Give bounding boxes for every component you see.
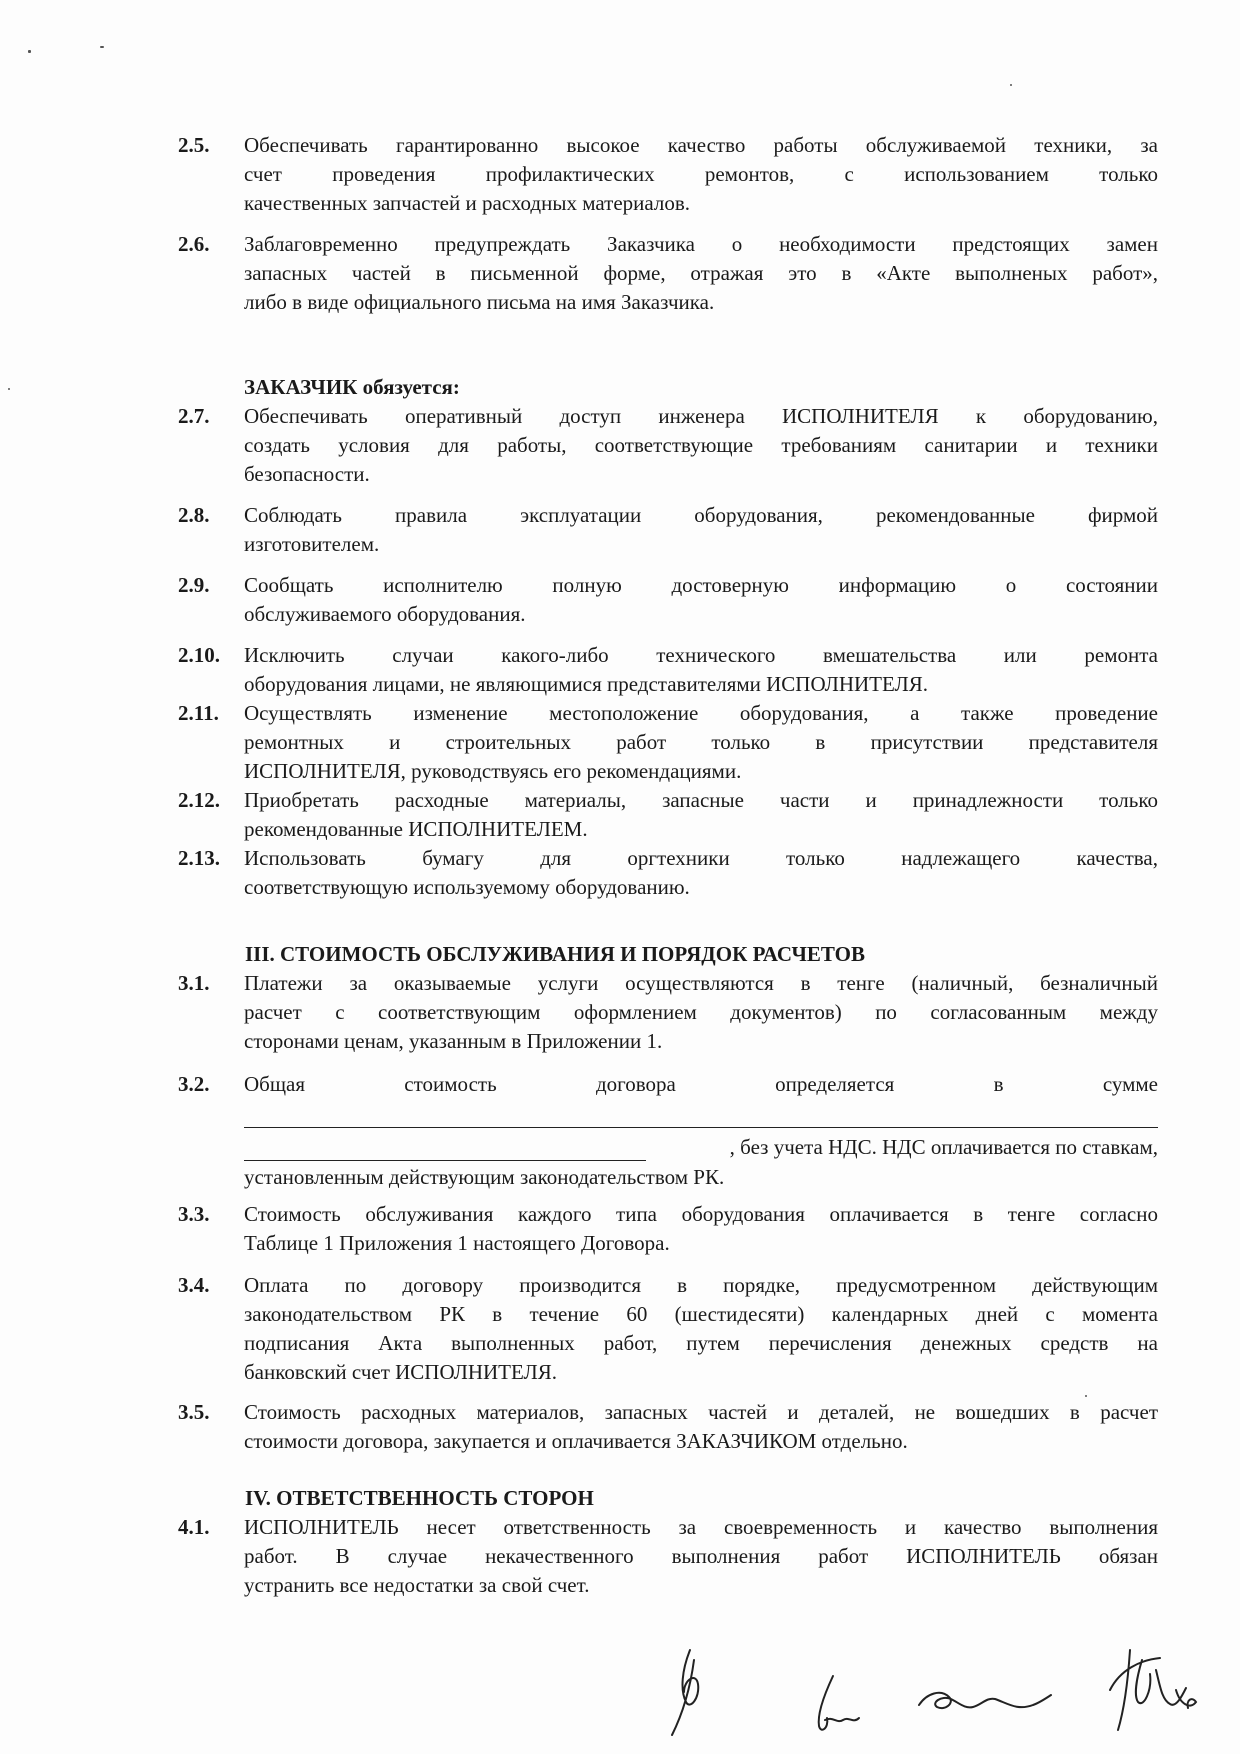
clause-number: 2.12. [178,788,220,812]
scan-speck [100,46,104,48]
clause-3-2-continuation: , без учета НДС. НДС оплачивается по ставкам, [729,1135,1158,1159]
scan-speck [1010,84,1012,86]
clause-line: рекомендованные ИСПОЛНИТЕЛЕМ. [244,817,588,841]
clause-line: Исключить случаи какого-либо технического вмешательства или ремонта [244,643,1158,667]
clause-line: обслуживаемого оборудования. [244,602,526,626]
clause-line: банковский счет ИСПОЛНИТЕЛЯ. [244,1360,558,1384]
clause-text [244,1200,1158,1258]
clause-text [244,969,1158,1056]
signature-initials-3 [915,1675,1055,1725]
clause-line: работ. В случае некачественного выполнения работ ИСПОЛНИТЕЛЬ обязан [244,1544,1158,1568]
clause-text [244,1513,1158,1600]
clause-text [244,571,1158,629]
signature-initials-2 [805,1668,865,1738]
clause-text [244,230,1158,317]
clause-line: соответствующую используемому оборудованию. [244,875,690,899]
clause-line: подписания Акта выполненных работ, путем перечисления денежных средств на [244,1331,1158,1355]
clause-line: Обеспечивать оперативный доступ инженера ИСПОЛНИТЕЛЯ к оборудованию, [244,404,1158,428]
clause-number: 3.5. [178,1400,210,1424]
clause-line: устранить все недостатки за свой счет. [244,1573,590,1597]
clause-text [244,1070,1158,1099]
clause-line: запасных частей в письменной форме, отражая это в «Акте выполненых работ», [244,261,1158,285]
clause-number: 3.1. [178,971,210,995]
clause-line: Таблице 1 Приложения 1 настоящего Договора. [244,1231,670,1255]
clause-line: Общая стоимость договора определяется в сумме [244,1072,1158,1096]
clause-number: 3.3. [178,1202,210,1226]
clause-text [244,501,1158,559]
clause-text [244,699,1158,786]
scan-speck [8,388,10,390]
clause-line: Стоимость расходных материалов, запасных частей и деталей, не вошедших в расчет [244,1400,1158,1424]
clause-line: безопасности. [244,462,370,486]
clause-text [244,641,1158,699]
customer-obligations-heading: ЗАКАЗЧИК обязуется: [244,375,460,399]
clause-number: 2.9. [178,573,210,597]
clause-line: Заблаговременно предупреждать Заказчика о необходимости предстоящих замен [244,232,1158,256]
clause-text [244,131,1158,218]
clause-line: счет проведения профилактических ремонтов, с использованием только [244,162,1158,186]
clause-line: либо в виде официального письма на имя Заказчика. [244,290,715,314]
clause-text [244,1271,1158,1387]
clause-3-2-continuation-line3: установленным действующим законодательством РК. [244,1165,725,1189]
signature-initials-1 [660,1640,720,1740]
clause-line: ИСПОЛНИТЕЛЯ, руководствуясь его рекомендациями. [244,759,742,783]
clause-line: изготовителем. [244,532,380,556]
clause-line: Стоимость обслуживания каждого типа оборудования оплачивается в тенге согласно [244,1202,1158,1226]
clause-line: оборудования лицами, не являющимися представителями ИСПОЛНИТЕЛЯ. [244,672,929,696]
clause-line: ИСПОЛНИТЕЛЬ несет ответственность за своевременность и качество выполнения [244,1515,1158,1539]
clause-line: стоимости договора, закупается и оплачивается ЗАКАЗЧИКОМ отдельно. [244,1429,908,1453]
clause-line: законодательством РК в течение 60 (шестидесяти) календарных дней с момента [244,1302,1158,1326]
clause-line: Платежи за оказываемые услуги осуществляются в тенге (наличный, безналичный [244,971,1158,995]
clause-line: качественных запчастей и расходных материалов. [244,191,691,215]
clause-number: 3.2. [178,1072,210,1096]
clause-line: Приобретать расходные материалы, запасные части и принадлежности только [244,788,1158,812]
clause-number: 2.13. [178,846,220,870]
clause-number: 4.1. [178,1515,210,1539]
amount-blank-line[interactable] [244,1127,1158,1128]
clause-line: Сообщать исполнителю полную достоверную информацию о состоянии [244,573,1158,597]
clause-number: 2.11. [178,701,219,725]
clause-text [244,402,1158,489]
clause-text [244,1398,1158,1456]
clause-line: Оплата по договору производится в порядке, предусмотренном действующим [244,1273,1158,1297]
clause-line: расчет с соответствующим оформлением документов) по согласованным между [244,1000,1158,1024]
clause-line: Осуществлять изменение местоположение оборудования, а также проведение [244,701,1158,725]
clause-line: создать условия для работы, соответствующие требованиям санитарии и техники [244,433,1158,457]
clause-number: 2.8. [178,503,210,527]
clause-text [244,844,1158,902]
clause-number: 3.4. [178,1273,210,1297]
scan-speck [28,50,31,53]
clause-line: Обеспечивать гарантированно высокое качество работы обслуживаемой техники, за [244,133,1158,157]
clause-line: ремонтных и строительных работ только в присутствии представителя [244,730,1158,754]
clause-number: 2.6. [178,232,210,256]
clause-line: Использовать бумагу для оргтехники только надлежащего качества, [244,846,1158,870]
clause-line: Соблюдать правила эксплуатации оборудования, рекомендованные фирмой [244,503,1158,527]
clause-number: 2.7. [178,404,210,428]
clause-number: 2.5. [178,133,210,157]
section-4-heading: IV. ОТВЕТСТВЕННОСТЬ СТОРОН [245,1486,594,1510]
amount-blank-line-2[interactable] [244,1160,646,1161]
clause-line: сторонами ценам, указанным в Приложении 1. [244,1029,663,1053]
scan-speck [1085,1395,1087,1397]
section-3-heading: III. СТОИМОСТЬ ОБСЛУЖИВАНИЯ И ПОРЯДОК РАСЧЕТОВ [245,942,865,966]
clause-number: 2.10. [178,643,220,667]
clause-text [244,786,1158,844]
signature-initials-4 [1090,1630,1200,1740]
